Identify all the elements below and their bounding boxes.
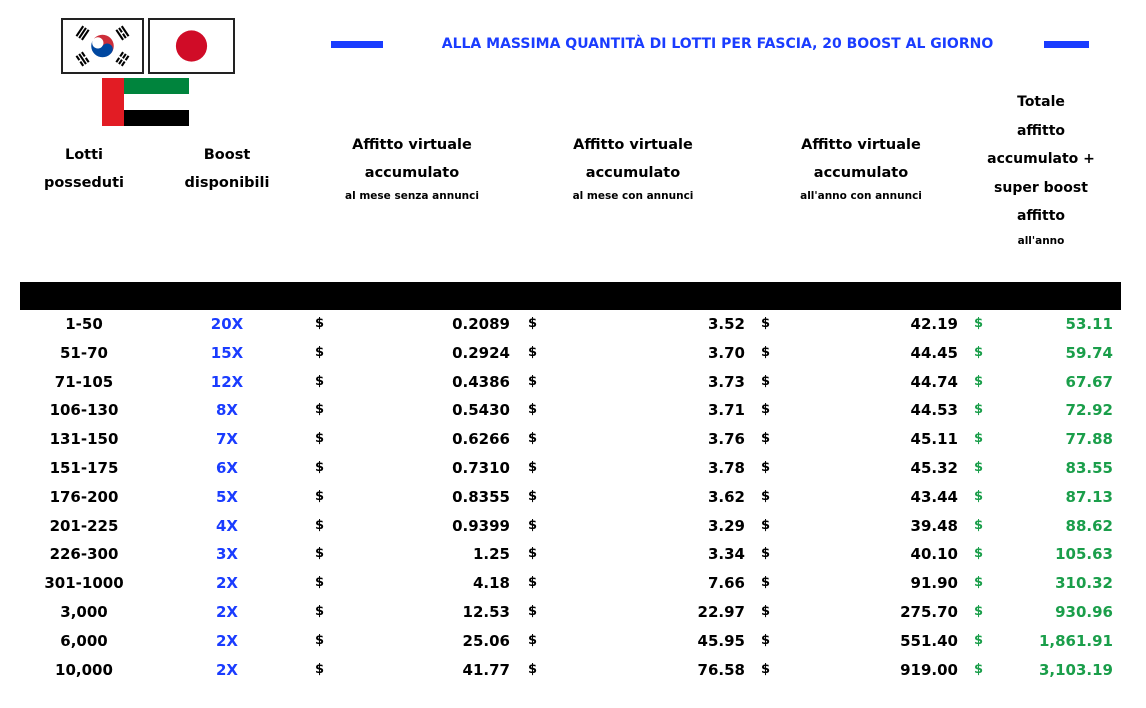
dollar-sign: $ (528, 603, 538, 619)
cell-lotti: 71-105 (54, 372, 114, 391)
dollar-sign: $ (315, 373, 325, 389)
dollar-sign: $ (315, 632, 325, 648)
cell-anno: 43.44 (910, 487, 958, 506)
cell-lotti: 176-200 (49, 487, 119, 506)
cell-lotti: 226-300 (49, 545, 119, 564)
cell-mese-con: 3.70 (707, 343, 745, 362)
dollar-sign: $ (974, 661, 984, 677)
cell-totale: 59.74 (1065, 343, 1113, 362)
cell-mese-con: 22.97 (697, 602, 745, 621)
table-row (0, 598, 1146, 627)
dollar-sign: $ (315, 603, 325, 619)
cell-boost: 3X (215, 545, 238, 564)
header-boost (160, 141, 294, 197)
cell-lotti: 151-175 (49, 458, 119, 477)
dollar-sign: $ (315, 402, 325, 418)
cell-totale: 53.11 (1065, 315, 1113, 333)
cell-totale: 3,103.19 (1038, 660, 1113, 679)
table-row (0, 425, 1146, 454)
cell-anno: 44.74 (910, 372, 958, 391)
header-boost-line2: disponibili (184, 175, 270, 191)
header-anno-con-annunci (758, 131, 964, 205)
cell-boost: 6X (215, 458, 238, 477)
cell-anno: 91.90 (910, 574, 958, 593)
table-row (0, 310, 1146, 339)
dollar-sign: $ (761, 373, 771, 389)
cell-totale: 67.67 (1065, 372, 1113, 391)
cell-mese-con: 3.62 (707, 487, 745, 506)
cell-mese-con: 3.73 (707, 372, 745, 391)
header-totale-line4: super boost (994, 179, 1088, 196)
header-mese-con-annunci (530, 131, 736, 205)
cell-boost: 2X (215, 574, 238, 593)
cell-mese-senza: 4.18 (472, 574, 510, 593)
dollar-sign: $ (761, 344, 771, 360)
cell-lotti: 6,000 (60, 631, 108, 650)
banner-line-right (1044, 41, 1089, 48)
cell-lotti: 3,000 (60, 602, 108, 621)
cell-anno: 39.48 (910, 516, 958, 535)
header-totale-line3: accumulato + (987, 151, 1095, 168)
dollar-sign: $ (974, 517, 984, 533)
cell-totale: 310.32 (1055, 574, 1113, 593)
dollar-sign: $ (974, 431, 984, 447)
cell-lotti: 51-70 (60, 343, 108, 362)
cell-totale: 1,861.91 (1038, 631, 1113, 650)
header-mese-senza-line1: Affitto virtuale (352, 137, 472, 153)
table-row (0, 396, 1146, 425)
cell-mese-con: 3.29 (707, 516, 745, 535)
dollar-sign: $ (528, 402, 538, 418)
cell-boost: 12X (210, 372, 244, 391)
cell-totale: 72.92 (1065, 401, 1113, 420)
dollar-sign: $ (315, 546, 325, 562)
cell-anno: 44.45 (910, 343, 958, 362)
dollar-sign: $ (528, 575, 538, 591)
dollar-sign: $ (974, 488, 984, 504)
cell-mese-con: 76.58 (697, 660, 745, 679)
uae-flag-icon (102, 78, 189, 126)
cell-lotti: 301-1000 (44, 574, 124, 593)
dollar-sign: $ (315, 575, 325, 591)
cell-mese-senza: 41.77 (462, 660, 510, 679)
dollar-sign: $ (974, 632, 984, 648)
cell-lotti: 1-50 (65, 315, 103, 333)
dollar-sign: $ (528, 488, 538, 504)
header-totale-line5: affitto (1016, 208, 1066, 225)
cell-anno: 919.00 (900, 660, 958, 679)
header-mese-con-line2: accumulato (585, 165, 681, 181)
cell-boost: 4X (215, 516, 238, 535)
table-row (0, 656, 1146, 685)
header-mese-con-line1: Affitto virtuale (573, 137, 693, 153)
header-totale-sub: all'anno (1017, 234, 1065, 247)
data-table (0, 310, 1146, 684)
cell-anno: 45.32 (910, 458, 958, 477)
header-anno-sub: all'anno con annunci (800, 190, 922, 202)
cell-boost: 2X (215, 660, 238, 679)
dollar-sign: $ (315, 517, 325, 533)
dollar-sign: $ (315, 344, 325, 360)
cell-mese-senza: 12.53 (462, 602, 510, 621)
dollar-sign: $ (761, 517, 771, 533)
dollar-sign: $ (761, 402, 771, 418)
cell-mese-con: 3.34 (707, 545, 745, 564)
cell-anno: 551.40 (900, 631, 958, 650)
cell-mese-con: 3.76 (707, 430, 745, 449)
dollar-sign: $ (761, 661, 771, 677)
dollar-sign: $ (315, 488, 325, 504)
cell-mese-con: 3.52 (707, 315, 745, 333)
cell-mese-senza: 0.4386 (452, 372, 510, 391)
dollar-sign: $ (528, 373, 538, 389)
header-mese-senza-line2: accumulato (364, 165, 460, 181)
cell-boost: 20X (210, 315, 244, 333)
dollar-sign: $ (761, 546, 771, 562)
header-totale (966, 88, 1116, 251)
cell-mese-senza: 0.7310 (452, 458, 510, 477)
dollar-sign: $ (528, 632, 538, 648)
cell-totale: 88.62 (1065, 516, 1113, 535)
header-mese-senza-sub: al mese senza annunci (345, 190, 479, 202)
dollar-sign: $ (974, 575, 984, 591)
dollar-sign: $ (974, 316, 984, 331)
header-totale-line2: affitto (1016, 122, 1066, 139)
dollar-sign: $ (974, 373, 984, 389)
dollar-sign: $ (974, 603, 984, 619)
cell-mese-senza: 0.8355 (452, 487, 510, 506)
cell-boost: 15X (210, 343, 244, 362)
cell-mese-senza: 0.5430 (452, 401, 510, 420)
header-anno-line1: Affitto virtuale (801, 137, 921, 153)
dollar-sign: $ (528, 344, 538, 360)
cell-lotti: 201-225 (49, 516, 119, 535)
banner-title: ALLA MASSIMA QUANTITÀ DI LOTTI PER FASCIA, 20 BOOST AL GIORNO (441, 36, 994, 52)
dollar-sign: $ (761, 488, 771, 504)
header-mese-con-sub: al mese con annunci (572, 190, 694, 202)
dollar-sign: $ (315, 661, 325, 677)
dollar-sign: $ (528, 316, 538, 331)
header-mese-senza-annunci (312, 131, 512, 205)
banner-line-left (331, 41, 383, 48)
cell-mese-senza: 0.9399 (452, 516, 510, 535)
cell-lotti: 10,000 (55, 660, 113, 679)
dollar-sign: $ (761, 632, 771, 648)
table-row (0, 368, 1146, 397)
dollar-sign: $ (761, 575, 771, 591)
cell-mese-con: 7.66 (707, 574, 745, 593)
dollar-sign: $ (315, 316, 325, 331)
dollar-sign: $ (974, 459, 984, 475)
south-korea-flag-icon (61, 18, 144, 74)
japan-flag-icon (148, 18, 235, 74)
cell-anno: 275.70 (900, 602, 958, 621)
table-row (0, 569, 1146, 598)
header-lotti-line2: posseduti (43, 175, 125, 191)
cell-boost: 7X (215, 430, 238, 449)
table-row (0, 339, 1146, 368)
cell-totale: 105.63 (1055, 545, 1113, 564)
cell-anno: 42.19 (910, 315, 958, 333)
cell-mese-senza: 0.2924 (452, 343, 510, 362)
cell-totale: 87.13 (1065, 487, 1113, 506)
dollar-sign: $ (761, 431, 771, 447)
dollar-sign: $ (528, 431, 538, 447)
dollar-sign: $ (315, 431, 325, 447)
dollar-sign: $ (761, 603, 771, 619)
cell-mese-senza: 0.6266 (452, 430, 510, 449)
header-lotti-line1: Lotti (64, 147, 104, 163)
dollar-sign: $ (528, 459, 538, 475)
dollar-sign: $ (528, 517, 538, 533)
cell-totale: 930.96 (1055, 602, 1113, 621)
dollar-sign: $ (974, 546, 984, 562)
dollar-sign: $ (761, 316, 771, 331)
dollar-sign: $ (528, 546, 538, 562)
cell-lotti: 106-130 (49, 401, 119, 420)
cell-anno: 44.53 (910, 401, 958, 420)
header-totale-line1: Totale (1017, 94, 1065, 110)
header-boost-line1: Boost (203, 147, 251, 163)
dollar-sign: $ (528, 661, 538, 677)
cell-boost: 2X (215, 602, 238, 621)
cell-mese-con: 3.71 (707, 401, 745, 420)
dollar-sign: $ (974, 402, 984, 418)
header-lotti (20, 141, 148, 197)
dollar-sign: $ (761, 459, 771, 475)
cell-mese-senza: 1.25 (472, 545, 510, 564)
table-row (0, 627, 1146, 656)
cell-totale: 83.55 (1065, 458, 1113, 477)
cell-mese-senza: 25.06 (462, 631, 510, 650)
table-row (0, 540, 1146, 569)
header-anno-line2: accumulato (813, 165, 909, 181)
cell-boost: 5X (215, 487, 238, 506)
table-row (0, 483, 1146, 512)
dollar-sign: $ (974, 344, 984, 360)
header-divider-bar (20, 282, 1121, 310)
table-row (0, 454, 1146, 483)
cell-lotti: 131-150 (49, 430, 119, 449)
cell-boost: 8X (215, 401, 238, 420)
cell-anno: 45.11 (910, 430, 958, 449)
cell-mese-senza: 0.2089 (452, 315, 510, 333)
cell-mese-con: 3.78 (707, 458, 745, 477)
cell-anno: 40.10 (910, 545, 958, 564)
cell-mese-con: 45.95 (697, 631, 745, 650)
table-row (0, 512, 1146, 541)
cell-totale: 77.88 (1065, 430, 1113, 449)
cell-boost: 2X (215, 631, 238, 650)
dollar-sign: $ (315, 459, 325, 475)
